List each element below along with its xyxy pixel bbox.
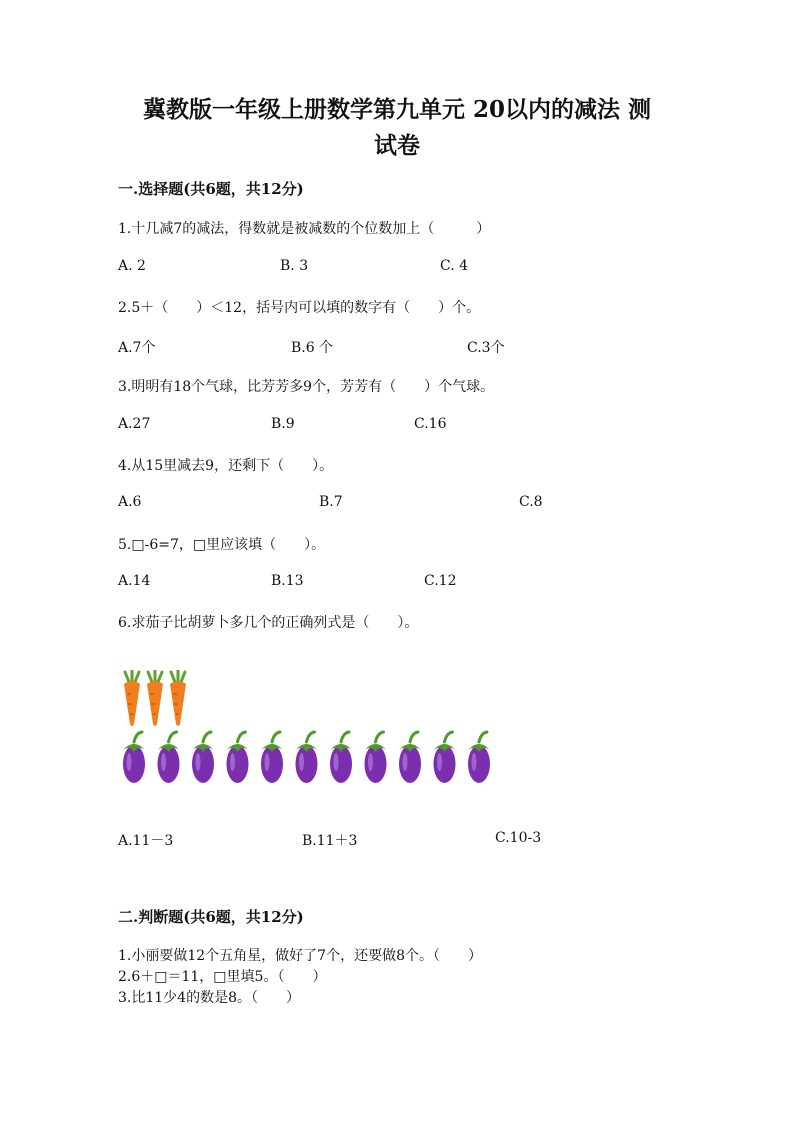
eggplant-icon bbox=[192, 732, 214, 783]
q5-option-a: A.14 bbox=[118, 573, 151, 589]
carrot-group bbox=[122, 670, 202, 730]
eggplant-icon bbox=[261, 732, 283, 783]
eggplant-icon bbox=[158, 732, 180, 783]
eggplant-icon bbox=[434, 732, 456, 783]
q5-option-b: B.13 bbox=[271, 573, 304, 589]
carrot-row bbox=[122, 670, 202, 730]
title-line-1: 冀教版一年级上册数学第九单元 20以内的减法 测 bbox=[142, 96, 652, 123]
judge-item-3: 3.比11少4的数是8。（ ） bbox=[118, 990, 300, 1006]
question-4: 4.从15里减去9，还剩下（ ）。 bbox=[118, 458, 334, 474]
q3-option-b: B.9 bbox=[271, 416, 295, 432]
carrot-icon bbox=[170, 670, 186, 726]
section-heading-judge: 二.判断题(共6题，共12分) bbox=[118, 908, 304, 926]
q1-option-a: A. 2 bbox=[118, 258, 146, 274]
question-3: 3.明明有18个气球，比芳芳多9个，芳芳有（ ）个气球。 bbox=[118, 379, 495, 395]
q1-option-b: B. 3 bbox=[280, 258, 309, 274]
carrot-icon bbox=[147, 670, 163, 726]
q4-option-b: B.7 bbox=[319, 494, 343, 510]
title-line-2: 试卷 bbox=[374, 132, 420, 159]
q2-option-b: B.6 个 bbox=[291, 340, 334, 356]
question-6: 6.求茄子比胡萝卜多几个的正确列式是（ ）。 bbox=[118, 615, 419, 631]
eggplant-group bbox=[120, 730, 500, 786]
q1-option-c: C. 4 bbox=[440, 258, 469, 274]
section-heading-choice: 一.选择题(共6题，共12分) bbox=[118, 180, 304, 198]
eggplant-icon bbox=[227, 732, 249, 783]
q3-option-c: C.16 bbox=[414, 416, 447, 432]
q6-option-a: A.11－3 bbox=[118, 833, 174, 849]
eggplant-icon bbox=[296, 732, 318, 783]
question-1: 1.十几减7的减法，得数就是被减数的个位数加上（ ） bbox=[118, 221, 491, 237]
eggplant-icon bbox=[468, 732, 490, 783]
eggplant-icon bbox=[399, 732, 421, 783]
page-title bbox=[100, 92, 694, 164]
q4-option-c: C.8 bbox=[519, 494, 543, 510]
carrot-icon bbox=[124, 670, 140, 726]
eggplant-icon bbox=[330, 732, 352, 783]
q5-option-c: C.12 bbox=[424, 573, 457, 589]
q2-option-a: A.7个 bbox=[118, 340, 156, 356]
q3-option-a: A.27 bbox=[118, 416, 151, 432]
question-2: 2.5＋（ ）＜12，括号内可以填的数字有（ ）个。 bbox=[118, 300, 481, 316]
eggplant-icon bbox=[365, 732, 387, 783]
eggplant-row bbox=[120, 730, 500, 786]
judge-item-1: 1.小丽要做12个五角星，做好了7个，还要做8个。（ ） bbox=[118, 948, 482, 964]
q6-option-c: C.10-3 bbox=[495, 830, 542, 846]
q2-option-c: C.3个 bbox=[467, 340, 505, 356]
question-5: 5.□-6=7，□里应该填（ ）。 bbox=[118, 537, 326, 553]
q6-option-b: B.11＋3 bbox=[302, 833, 358, 849]
eggplant-icon bbox=[123, 732, 145, 783]
q4-option-a: A.6 bbox=[118, 494, 142, 510]
judge-item-2: 2.6＋□＝11，□里填5。（ ） bbox=[118, 969, 327, 985]
